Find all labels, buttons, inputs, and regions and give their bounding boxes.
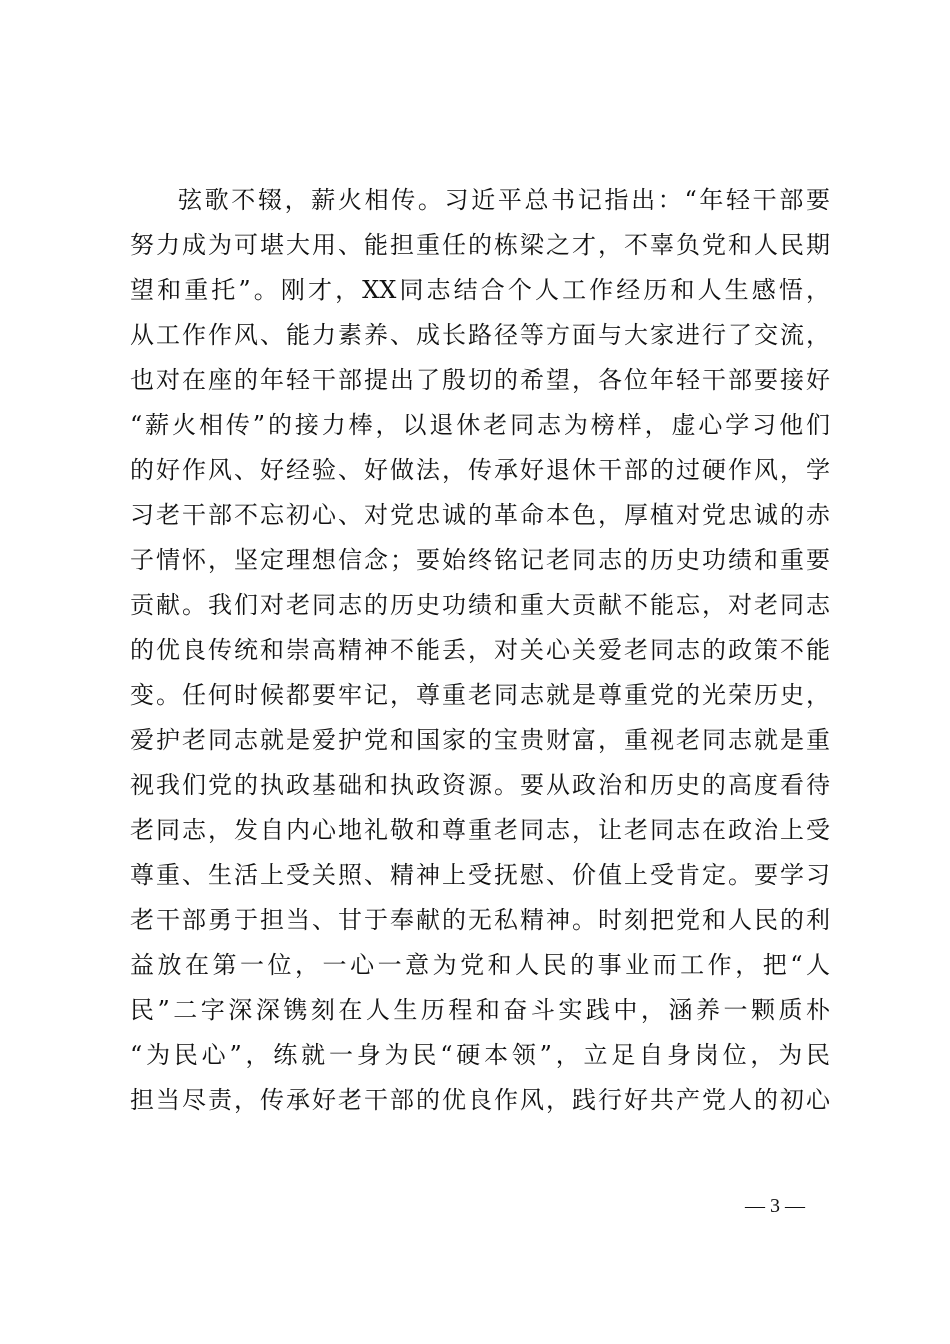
text-line: 尊重、生活上受关照、精神上受抚慰、价值上受肯定。要学习 <box>130 861 830 889</box>
text-line: 爱护老同志就是爱护党和国家的宝贵财富，重视老同志就是重 <box>130 726 830 754</box>
page-number: — 3 — <box>745 1195 805 1217</box>
text-line: 老同志，发自内心地礼敬和尊重老同志，让老同志在政治上受 <box>130 816 830 844</box>
text-line: 望和重托”。刚才，XX同志结合个人工作经历和人生感悟， <box>130 276 830 304</box>
text-line: 的优良传统和崇高精神不能丢，对关心关爱老同志的政策不能 <box>130 636 830 664</box>
text-line: 也对在座的年轻干部提出了殷切的希望，各位年轻干部要接好 <box>130 366 830 394</box>
text-line: 民”二字深深镌刻在人生历程和奋斗实践中，涵养一颗质朴 <box>130 996 830 1024</box>
text-line: 弦歌不辍，薪火相传。习近平总书记指出：“年轻干部要 <box>178 186 830 214</box>
text-line: 益放在第一位，一心一意为党和人民的事业而工作，把“人 <box>130 951 830 979</box>
text-line: “为民心”，练就一身为民“硬本领”，立足自身岗位，为民 <box>130 1041 830 1069</box>
text-line: 老干部勇于担当、甘于奉献的无私精神。时刻把党和人民的利 <box>130 906 830 934</box>
text-line: 子情怀，坚定理想信念；要始终铭记老同志的历史功绩和重要 <box>130 546 830 574</box>
body-paragraph <box>130 178 830 1123</box>
text-line: 习老干部不忘初心、对党忠诚的革命本色，厚植对党忠诚的赤 <box>130 501 830 529</box>
text-line: 贡献。我们对老同志的历史功绩和重大贡献不能忘，对老同志 <box>130 591 830 619</box>
text-line: 变。任何时候都要牢记，尊重老同志就是尊重党的光荣历史， <box>130 681 830 709</box>
text-line: 的好作风、好经验、好做法，传承好退休干部的过硬作风，学 <box>130 456 830 484</box>
text-line: “薪火相传”的接力棒，以退休老同志为榜样，虚心学习他们 <box>130 411 830 439</box>
text-line: 从工作作风、能力素养、成长路径等方面与大家进行了交流， <box>130 321 830 349</box>
text-line: 视我们党的执政基础和执政资源。要从政治和历史的高度看待 <box>130 771 830 799</box>
text-line: 努力成为可堪大用、能担重任的栋梁之才，不辜负党和人民期 <box>130 231 830 259</box>
text-line: 担当尽责，传承好老干部的优良作风，践行好共产党人的初心 <box>130 1086 830 1114</box>
